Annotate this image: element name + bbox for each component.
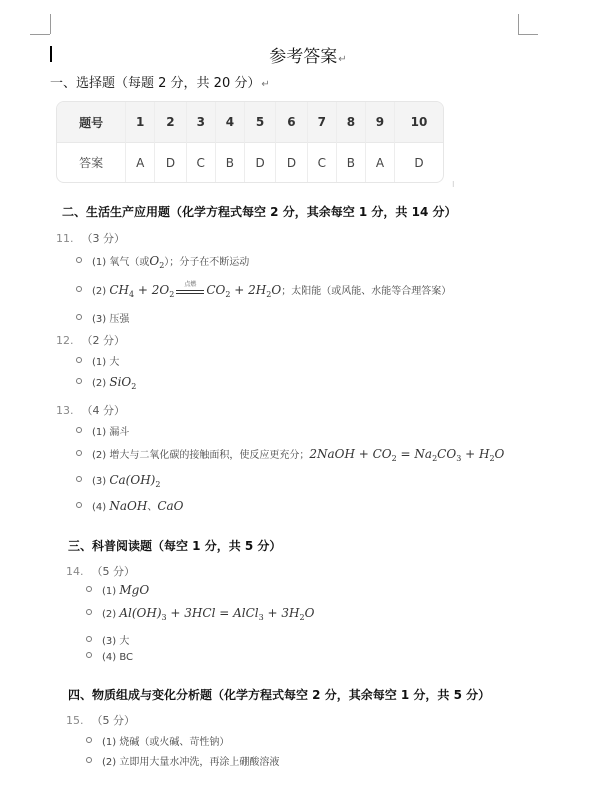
bullet-icon — [76, 357, 82, 363]
crop-mark-top-right-h — [518, 34, 538, 35]
paragraph-mark: ↵ — [338, 54, 347, 65]
answer-11-1: (1) 氧气（或$O_2$）；分子在不断运动 — [76, 253, 249, 270]
answer-12-2: (2) SiO$_2$ — [76, 375, 136, 391]
answer-14-4: (4) BC — [86, 652, 133, 663]
section2-heading: 二、生活生产应用题（化学方程式每空 2 分，其余每空 1 分，共 14 分） — [62, 205, 457, 219]
answer-15-2: (2) 立即用大量水冲洗，再涂上硼酸溶液 — [86, 753, 279, 768]
bullet-icon — [76, 450, 82, 456]
bullet-icon — [76, 502, 82, 508]
answer-table-answer-row — [57, 143, 443, 182]
table-cell: D — [245, 143, 276, 182]
answer-11-3: (3) 压强 — [76, 310, 129, 325]
table-header-cell: 10 — [395, 102, 443, 143]
table-cell: B — [216, 143, 245, 182]
answer-table — [56, 101, 444, 183]
table-header-cell: 4 — [216, 102, 245, 143]
table-cell: C — [187, 143, 216, 182]
bullet-icon — [86, 737, 92, 743]
bullet-icon — [86, 652, 92, 658]
answer-14-3: (3) 大 — [86, 632, 129, 647]
section3-heading: 三、科普阅读题（每空 1 分，共 5 分） — [68, 539, 282, 553]
bullet-icon — [76, 427, 82, 433]
page-title: 参考答案↵ — [269, 47, 347, 67]
bullet-icon — [76, 378, 82, 384]
table-header-cell: 6 — [276, 102, 307, 143]
table-cell: 答案 — [57, 143, 126, 182]
table-header-cell: 9 — [366, 102, 395, 143]
table-header-cell: 3 — [187, 102, 216, 143]
bullet-icon — [86, 609, 92, 615]
answer-13-4: (4) NaOH、CaO — [76, 498, 184, 513]
table-cell: D — [414, 155, 424, 170]
answer-12-1: (1) 大 — [76, 353, 119, 368]
table-cell: C — [308, 143, 337, 182]
table-header-cell: 7 — [308, 102, 337, 143]
table-header-cell: 8 — [337, 102, 366, 143]
bullet-icon — [86, 757, 92, 763]
answer-table-header-row — [57, 102, 443, 143]
section4-heading: 四、物质组成与变化分析题（化学方程式每空 2 分，其余每空 1 分，共 5 分） — [68, 688, 491, 702]
bullet-icon — [76, 257, 82, 263]
answer-15-1: (1) 烧碱（或火碱、苛性钠） — [86, 733, 229, 748]
question-12-number: 12. （2 分） — [56, 334, 125, 347]
bullet-icon — [86, 636, 92, 642]
question-11-number: 11. （3 分） — [56, 232, 125, 245]
table-cell: D — [155, 143, 186, 182]
table-header-cell: 5 — [245, 102, 276, 143]
answer-11-2: (2) $CH_4 + 2O_2$ 点燃 $CO_2 + 2H_2O$；太阳能（或风能、水能等合理答案） — [76, 282, 451, 299]
table-cell: B — [337, 143, 366, 182]
question-14-number: 14. （5 分） — [66, 565, 135, 578]
bullet-icon — [76, 314, 82, 320]
table-header-cell: 题号 — [57, 102, 126, 143]
reaction-condition-sign: 点燃 — [176, 288, 204, 294]
bullet-icon — [76, 286, 82, 292]
crop-mark-top-right-v — [518, 14, 519, 34]
table-header-cell: 1 — [126, 102, 155, 143]
table-cell: A — [366, 143, 395, 182]
section1-heading: 一、选择题（每题 2 分，共 20 分）↵ — [50, 76, 270, 91]
question-15-number: 15. （5 分） — [66, 714, 135, 727]
table-cell: A — [126, 143, 155, 182]
answer-14-1: (1) MgO — [86, 583, 149, 597]
answer-13-1: (1) 漏斗 — [76, 423, 129, 438]
bullet-icon — [86, 586, 92, 592]
answer-14-2: (2) $Al(OH)_3 + 3HCl$ = AlCl$_3$ + $3H_2O$ — [86, 606, 314, 622]
bullet-icon — [76, 476, 82, 482]
question-13-number: 13. （4 分） — [56, 404, 125, 417]
table-cell: D — [276, 143, 307, 182]
answer-13-2: (2) 增大与二氧化碳的接触面积，使反应更充分；2NaOH + $CO_2 = Na_2CO_3 + H_2O$ — [76, 446, 504, 463]
anchor-mark: ⁝ — [452, 180, 455, 189]
crop-mark-top-left-h — [30, 34, 50, 35]
answer-13-3: (3) $Ca(OH)_2$ — [76, 473, 160, 489]
table-header-cell: 2 — [155, 102, 186, 143]
crop-mark-top-left-v — [50, 14, 51, 34]
